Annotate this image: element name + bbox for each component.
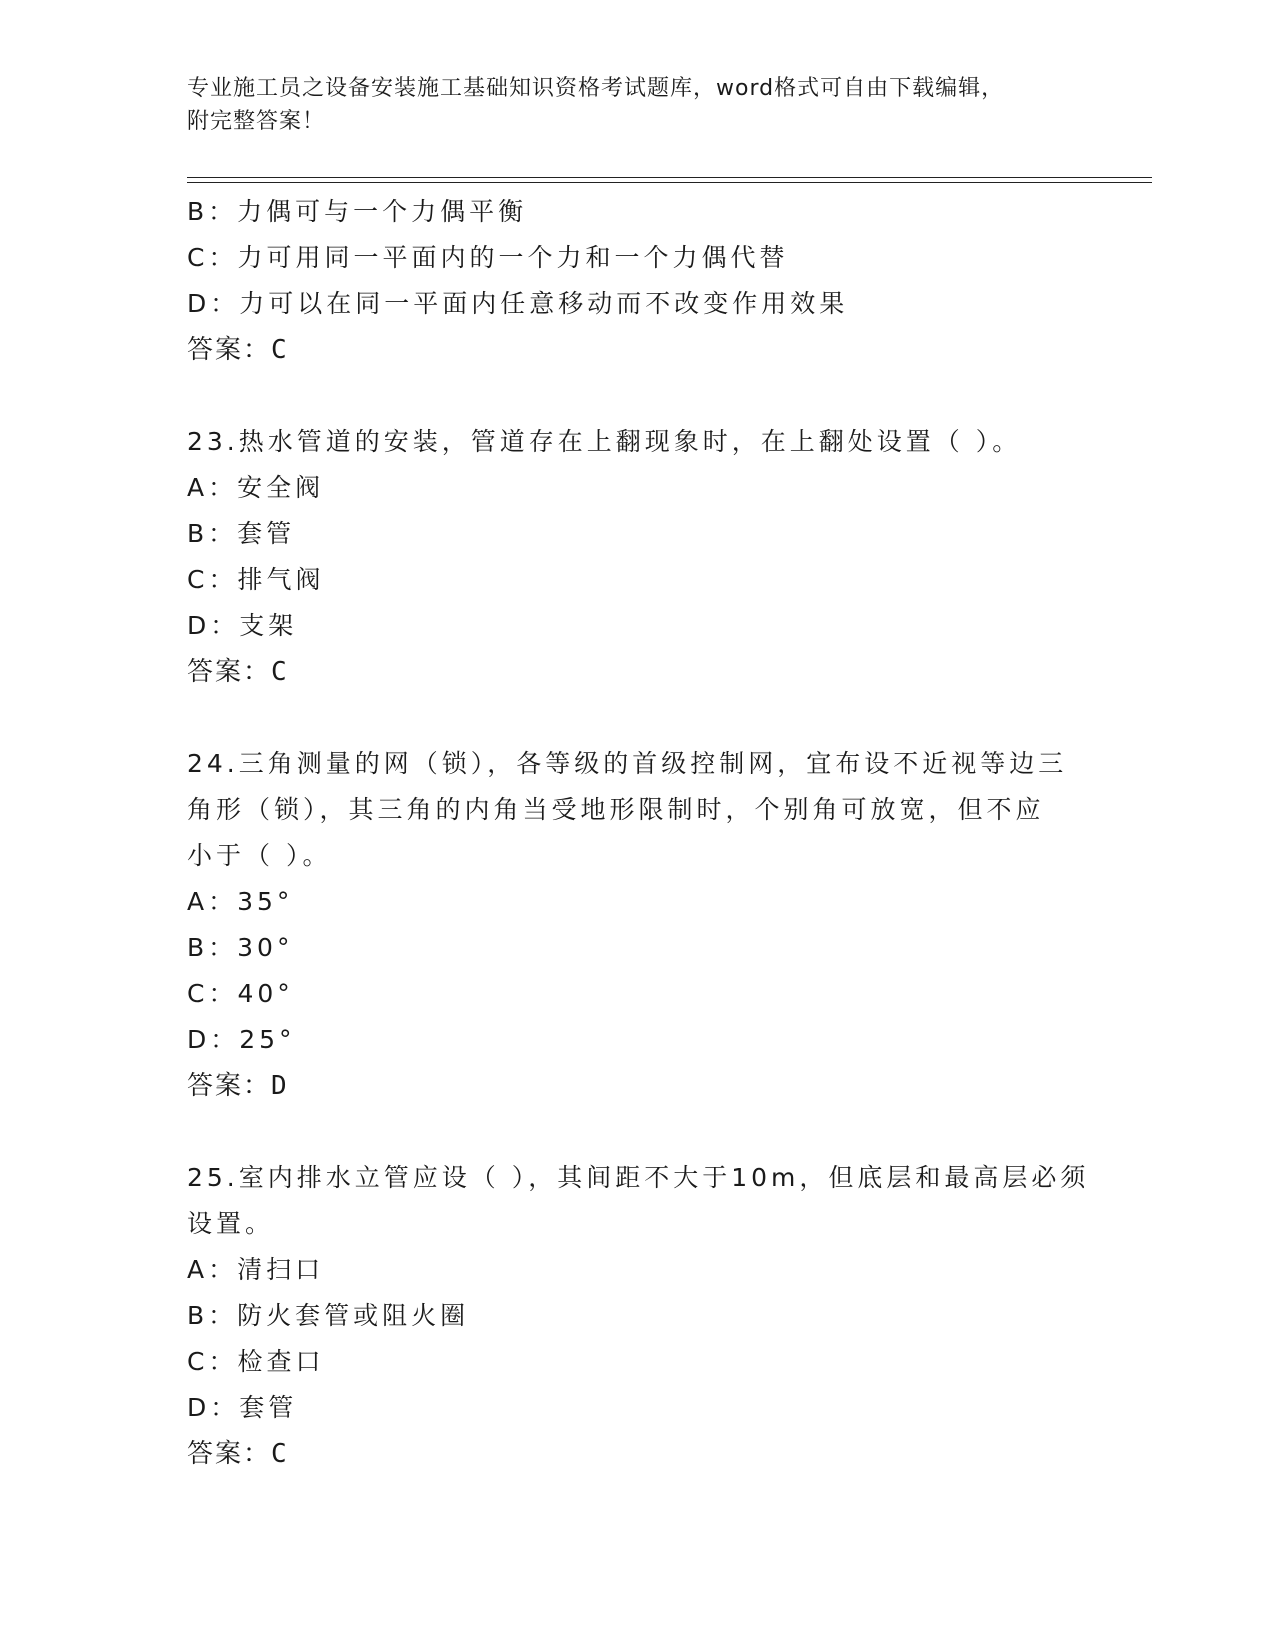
answer-label: 答案：: [187, 657, 272, 687]
option-c: C：检查口: [187, 1347, 325, 1376]
option-b: B：套管: [187, 519, 296, 548]
answer-line: [187, 1431, 1117, 1477]
spacer: [187, 1109, 1117, 1155]
question-text: 23.热水管道的安装，管道存在上翻现象时，在上翻处设置（ ）。: [187, 427, 1022, 456]
answer-line: [187, 327, 1117, 373]
option-a: A：清扫口: [187, 1255, 325, 1284]
answer-value: C: [271, 335, 288, 365]
question-24: [187, 741, 1117, 1109]
header-title-line-1: 专业施工员之设备安装施工基础知识资格考试题库，word格式可自由下载编辑，: [187, 76, 1005, 101]
answer-value: D: [271, 1071, 288, 1101]
answer-line: [187, 1063, 1117, 1109]
option-a: A：安全阀: [187, 473, 325, 502]
option-d: D：支架: [187, 611, 298, 640]
question-22: [187, 189, 1117, 373]
question-text-line-1: 24.三角测量的网（锁），各等级的首级控制网，宜布设不近视等边三: [187, 749, 1068, 778]
question-text-line-2: 角形（锁），其三角的内角当受地形限制时，个别角可放宽，但不应: [187, 795, 1045, 824]
question-23: [187, 419, 1117, 695]
spacer: [187, 373, 1117, 419]
answer-value: C: [271, 1439, 288, 1469]
option-c: C：力可用同一平面内的一个力和一个力偶代替: [187, 243, 789, 272]
option-b: B：力偶可与一个力偶平衡: [187, 197, 528, 226]
answer-label: 答案：: [187, 335, 272, 365]
answer-label: 答案：: [187, 1439, 272, 1469]
document-header: [187, 72, 1087, 138]
answer-line: [187, 649, 1117, 695]
question-list: [187, 189, 1117, 1477]
spacer: [187, 695, 1117, 741]
question-25: [187, 1155, 1117, 1477]
option-b: B：30°: [187, 933, 294, 962]
option-a: A：35°: [187, 887, 294, 916]
question-text-line-3: 小于（ ）。: [187, 841, 332, 870]
option-d: D：套管: [187, 1393, 298, 1422]
header-title-line-2: 附完整答案！: [187, 109, 326, 134]
question-text-line-2: 设置。: [187, 1209, 275, 1238]
option-c: C：排气阀: [187, 565, 325, 594]
option-d: D：力可以在同一平面内任意移动而不改变作用效果: [187, 289, 849, 318]
question-text-line-1: 25.室内排水立管应设（ ），其间距不大于10m，但底层和最高层必须: [187, 1163, 1090, 1192]
header-divider-bottom: [187, 182, 1152, 183]
header-divider-top: [187, 177, 1152, 178]
answer-label: 答案：: [187, 1071, 272, 1101]
answer-value: C: [271, 657, 288, 687]
option-c: C：40°: [187, 979, 294, 1008]
option-b: B：防火套管或阻火圈: [187, 1301, 470, 1330]
option-d: D：25°: [187, 1025, 296, 1054]
